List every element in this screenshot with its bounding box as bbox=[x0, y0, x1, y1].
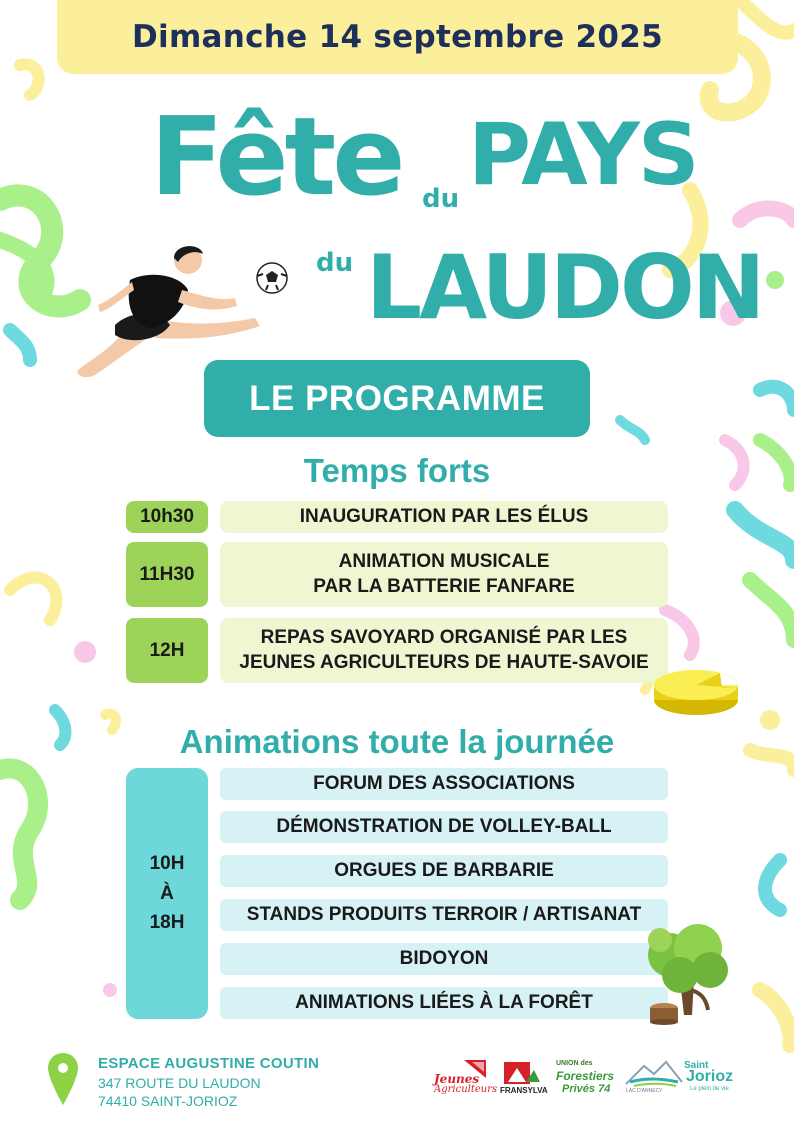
time-badge: 11H30 bbox=[126, 542, 208, 607]
venue-city: 74410 SAINT-JORIOZ bbox=[98, 1093, 238, 1109]
event-text: INAUGURATION PAR LES ÉLUS bbox=[299, 505, 589, 527]
venue-name: ESPACE AUGUSTINE COUTIN bbox=[98, 1055, 320, 1072]
sj-left: LAC D'ANNECY bbox=[626, 1088, 663, 1094]
programme-banner bbox=[204, 360, 590, 437]
title-du-1: du bbox=[422, 184, 460, 214]
tree-icon bbox=[640, 920, 732, 1025]
event-text-line: JEUNES AGRICULTEURS DE HAUTE-SAVOIE bbox=[239, 651, 649, 673]
location-pin-icon bbox=[48, 1053, 78, 1105]
animation-item: BIDOYON bbox=[220, 943, 668, 975]
sj-big: Jorioz bbox=[686, 1068, 734, 1085]
event-text-line: ANIMATION MUSICALE bbox=[338, 550, 550, 572]
event-row bbox=[220, 618, 668, 683]
ja-logo-line2: Agriculteurs bbox=[434, 1084, 498, 1095]
animation-item: ORGUES DE BARBARIE bbox=[220, 855, 668, 887]
ja-logo-line1: Jeunes bbox=[434, 1072, 480, 1086]
animation-item: DÉMONSTRATION DE VOLLEY-BALL bbox=[220, 811, 668, 843]
date-banner bbox=[57, 0, 738, 74]
time-end: 18H bbox=[149, 912, 185, 934]
union-line2: Forestiers bbox=[556, 1069, 615, 1083]
time-badge: 12H bbox=[126, 618, 208, 683]
title-laudon: LAUDON bbox=[366, 236, 763, 339]
fransylva-mark bbox=[500, 1060, 542, 1086]
animations-title: Animations toute la journée bbox=[179, 723, 615, 760]
title-du-2: du bbox=[316, 248, 354, 278]
title-fete: Fête bbox=[150, 95, 402, 220]
title-pays: PAYS bbox=[468, 105, 698, 205]
time-separator: À bbox=[160, 882, 174, 904]
animation-item: STANDS PRODUITS TERROIR / ARTISANAT bbox=[220, 899, 668, 931]
animation-item: ANIMATIONS LIÉES À LA FORÊT bbox=[220, 987, 668, 1019]
sj-tagline: Le plein de vie bbox=[690, 1086, 729, 1092]
saint-jorioz-logo bbox=[624, 1052, 740, 1098]
union-line1: UNION des bbox=[556, 1060, 593, 1067]
time-start: 10H bbox=[149, 853, 185, 875]
cheese-icon bbox=[650, 655, 742, 720]
event-text-line: REPAS SAVOYARD ORGANISÉ PAR LES bbox=[260, 626, 628, 648]
programme-label: LE PROGRAMME bbox=[249, 378, 545, 418]
event-row bbox=[220, 501, 668, 533]
animation-item: FORUM DES ASSOCIATIONS bbox=[220, 768, 668, 800]
forestiers-prives-logo bbox=[500, 1060, 614, 1098]
event-text-line: PAR LA BATTERIE FANFARE bbox=[313, 575, 575, 597]
temps-forts-title: Temps forts bbox=[303, 452, 491, 489]
time-badge: 10h30 bbox=[126, 501, 208, 533]
sj-small: Saint bbox=[684, 1060, 709, 1071]
event-date: Dimanche 14 septembre 2025 bbox=[131, 19, 664, 55]
jeunes-agriculteurs-logo bbox=[434, 1058, 498, 1100]
animations-time-badge bbox=[126, 768, 208, 1019]
venue-street: 347 ROUTE DU LAUDON bbox=[98, 1075, 261, 1091]
union-line3: Privés 74 bbox=[562, 1083, 611, 1095]
fransylva-label: FRANSYLVA bbox=[500, 1086, 548, 1095]
event-row bbox=[220, 542, 668, 607]
saint-jorioz-mountain-mark bbox=[624, 1056, 684, 1090]
